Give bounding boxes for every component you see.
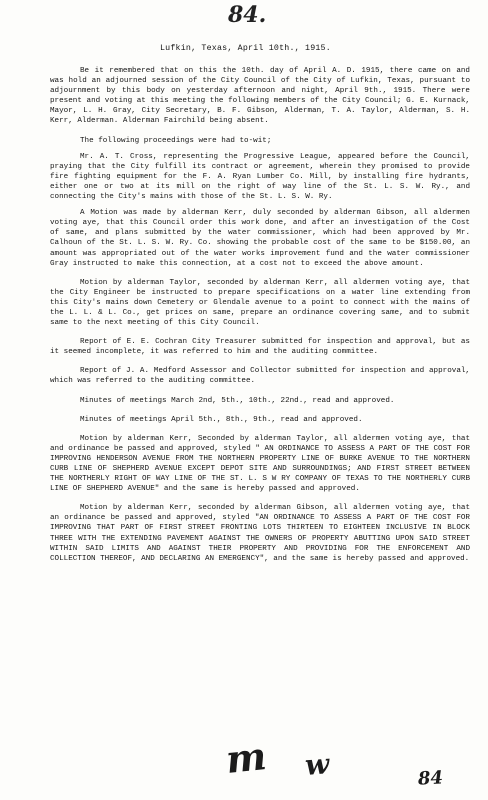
treasurer-report-paragraph: Report of E. E. Cochran City Treasurer submitted for inspection and approval, but as it seemed incomplete, it was referred to him and the auditing committee. <box>50 338 470 357</box>
first-street-ordinance-paragraph: Motion by alderman Kerr, seconded by alderman Gibson, all aldermen voting aye, that an ordinance be passed and approved, styled "AN ORDINANCE TO ASSESS A PART OF THE COST FOR IMPROVING THAT PART OF FIRST STREET FRONTING LOTS THIRTEEN TO EIGHTEEN INCLUSIVE IN BLOCK THREE WITH THE EXTENDING PAVEMENT AGAINST THE OWNERS OF PROPERTY ABUTTING UPON SAID STREET WITHIN SAID LIMITS AND AGAINST THEIR PROPERTY AND PROVIDING FOR THE ENFORCEMENT AND COLLECTION THEREOF, AND DECLARING AN EMERGENCY", and the same is hereby passed and approved. <box>50 504 470 563</box>
signature-initial-middle: w <box>303 747 331 782</box>
minutes-body <box>50 66 470 573</box>
taylor-motion-paragraph: Motion by alderman Taylor, seconded by alderman Kerr, all aldermen voting aye, that the City Engineer be instructed to prepare specifications on a water line extending from this City's mains down Cemetery or Glendale avenue to a point to connect with the mains of the L. L. & L. Co., get prices on same, prepare an ordinance covering same, and to submit same to the next meeting of this City Council. <box>50 278 470 328</box>
kerr-motion-paragraph: A Motion was made by alderman Kerr, duly seconded by alderman Gibson, all aldermen voting aye, that this Council order this work done, and after an investigation of the Cost of same, and plans submitted by the water commissioner, which had been approved by Mr. Calhoun of the St. L. S. W. Ry. Co. showing the probable cost of the same to be $150.00, an amount was appropriated out of the water works improvement fund and the water commissioner Gray instructed to make this connection, at a cost not to exceed the above amount. <box>50 209 470 268</box>
henderson-ordinance-paragraph: Motion by alderman Kerr, Seconded by alderman Taylor, all aldermen voting aye, that and ordinance be passed and approved, styled " AN ORDINANCE TO ASSESS A PART OF THE COST FOR IMPROVING HENDERSON AVENUE FROM THE NORTHERN PROPERTY LINE OF BURKE AVENUE TO THE NORTHERN CURB LINE OF SHEPHERD AVENUE EXCEPT DEPOT SITE AND SURROUNDINGS; AND FIRST STREET BETWEEN THE NORTHERLY RIGHT OF WAY LINE OF THE ST. L. S W RY COMPANY OF TEXAS TO THE NORTHERLY CURB LINE OF SHEPHERD AVENUE" and the same is hereby passed and approved. <box>50 434 470 494</box>
assessor-report-paragraph: Report of J. A. Medford Assessor and Collector submitted for inspection and approval, which was referred to the auditing committee. <box>50 367 470 386</box>
opening-paragraph: Be it remembered that on this the 10th. day of April A. D. 1915, there came on and was hold an adjourned session of the City Council of the City of Lufkin, Texas, pursuant to adjournment by this body on yesterday afternoon and night, April 9th., 1915. There were present and voting at this meeting the following members of the City Council; G. E. Kurnack, Mayor, L. H. Gray, City Secretary, B. F. Gibson, Alderman, T. A. Taylor, Alderman, S. H. Kerr, Alderman. Alderman Fairchild being absent. <box>50 67 470 126</box>
march-minutes-paragraph: Minutes of meetings March 2nd, 5th., 10th., 22nd., read and approved. <box>80 396 395 405</box>
april-minutes-paragraph: Minutes of meetings April 5th., 8th., 9th., read and approved. <box>80 415 363 424</box>
cross-petition-paragraph: Mr. A. T. Cross, representing the Progressive League, appeared before the Council, praying that the City fulfill its contract or agreement, wherein they promised to provide fire fighting equipment for the F. A. Ryan Lumber Co. Mill, by installing fire hydrants, either one or two at its mill on the right of way line of the St. L. S. W. Ry., and connecting the City's mains with those of the St. L. S. W. Ry. <box>50 152 470 202</box>
page-number: 84. <box>228 2 267 28</box>
dateline: Lufkin, Texas, April 10th., 1915. <box>160 44 331 53</box>
page-number-handwritten: 84 <box>417 767 444 790</box>
proceedings-intro: The following proceedings were had to-wit; <box>80 136 272 145</box>
signature-initial-left: m <box>223 733 269 782</box>
